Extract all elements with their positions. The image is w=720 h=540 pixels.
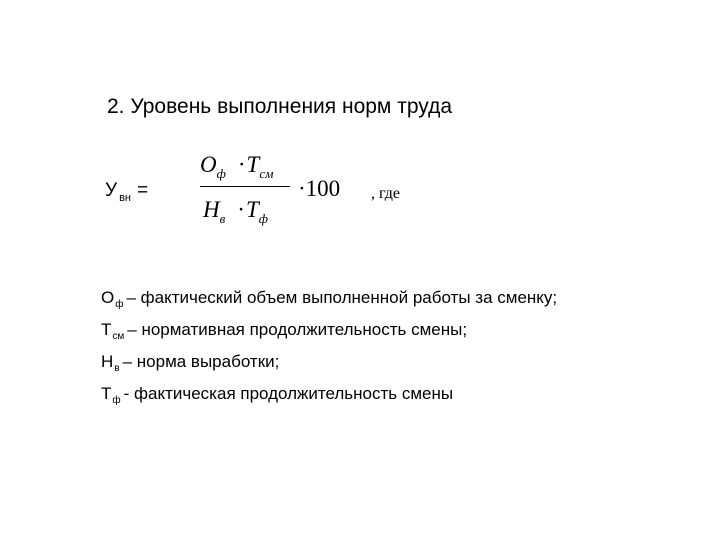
- numerator-term1-sub: ф: [216, 166, 226, 181]
- numerator-dot: ·: [237, 152, 246, 177]
- lhs-subscript: вн: [119, 192, 131, 204]
- definition-subscript: ф: [115, 299, 124, 310]
- formula-numerator: [200, 152, 273, 187]
- formula-lhs: [105, 179, 148, 210]
- definition-text: – фактический объем выполненной работы за сменку;: [126, 288, 558, 307]
- definition-item: [101, 349, 581, 381]
- definition-item: [101, 381, 581, 413]
- lhs-symbol: У: [105, 180, 118, 201]
- definition-subscript: в: [114, 363, 120, 374]
- definition-item: [101, 317, 581, 349]
- definition-symbol: Т: [101, 320, 112, 339]
- formula-multiplier: ·100: [298, 176, 341, 201]
- definition-symbol: О: [101, 288, 115, 307]
- equals-sign: =: [137, 180, 149, 201]
- formula-where: , где: [371, 185, 401, 202]
- slide-title: 2. Уровень выполнения норм труда: [107, 95, 453, 118]
- definition-subscript: ф: [112, 395, 121, 406]
- numerator-term2: Т: [246, 152, 260, 177]
- denominator-term2-sub: ф: [258, 211, 268, 226]
- numerator-term1: О: [200, 152, 217, 177]
- numerator-term2-sub: см: [259, 166, 274, 181]
- definition-text: – норма выработки;: [122, 352, 280, 371]
- definition-text: – нормативная продолжительность смены;: [127, 320, 468, 339]
- definition-subscript: см: [112, 331, 125, 342]
- denominator-term1: Н: [203, 197, 220, 222]
- fraction-bar: [200, 186, 290, 187]
- definition-symbol: Т: [101, 384, 112, 403]
- definition-symbol: Н: [101, 352, 114, 371]
- definition-text: - фактическая продолжительность смены: [123, 384, 454, 403]
- definitions-list: [101, 285, 581, 413]
- definition-item: [101, 285, 581, 317]
- denominator-term2: Т: [245, 197, 259, 222]
- formula-denominator: [203, 197, 268, 232]
- denominator-dot: ·: [237, 197, 245, 222]
- denominator-term1-sub: в: [219, 211, 226, 226]
